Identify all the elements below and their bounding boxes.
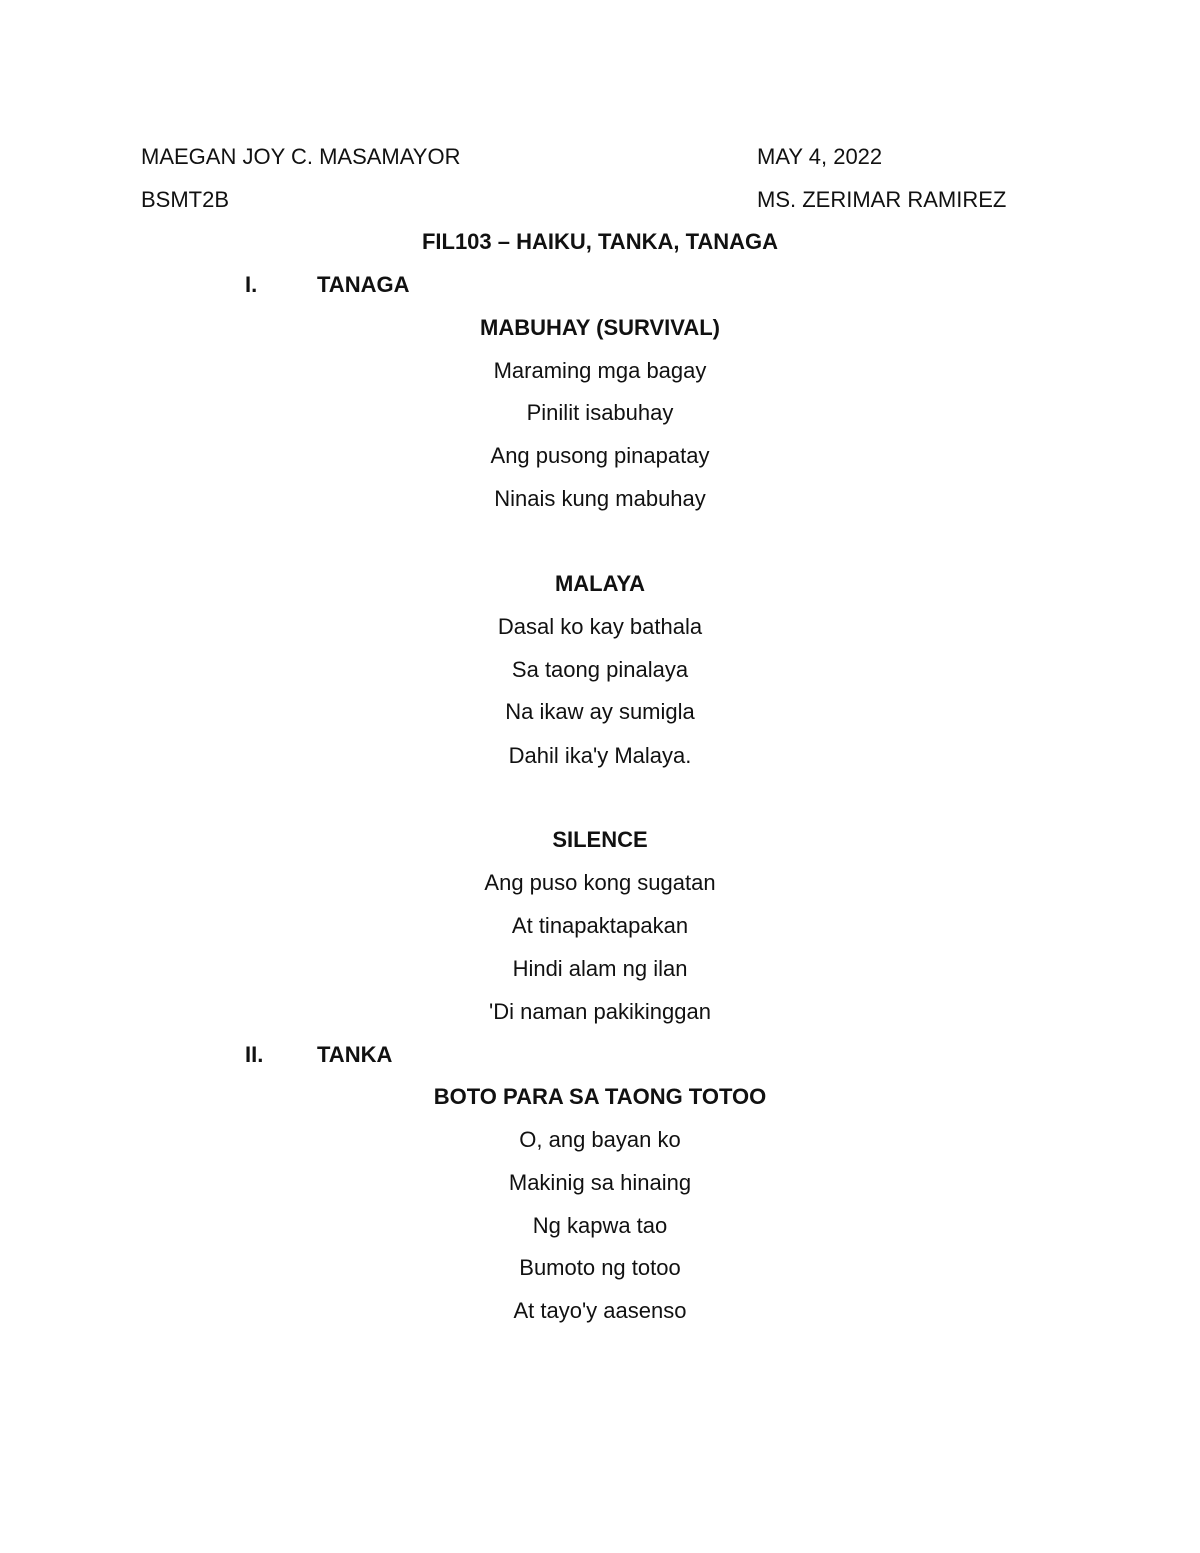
poem-line: Ninais kung mabuhay xyxy=(494,486,706,511)
section-numeral: I. xyxy=(245,272,258,297)
poem-line: At tayo'y aasenso xyxy=(513,1298,687,1323)
poem-line: Dahil ika'y Malaya. xyxy=(508,743,692,768)
poem-line: Ang pusong pinapatay xyxy=(490,443,710,468)
poem-line: Pinilit isabuhay xyxy=(526,400,674,425)
section-title: TANKA xyxy=(317,1042,393,1067)
student-section: BSMT2B xyxy=(141,187,230,212)
poem-title: BOTO PARA SA TAONG TOTOO xyxy=(433,1084,767,1109)
document-title: FIL103 – HAIKU, TANKA, TANAGA xyxy=(421,229,779,254)
poem-line: 'Di naman pakikinggan xyxy=(489,999,711,1024)
poem-line: Ng kapwa tao xyxy=(532,1213,668,1238)
poem-line: Maraming mga bagay xyxy=(493,358,707,383)
poem-title: MALAYA xyxy=(554,571,646,596)
poem-line: Dasal ko kay bathala xyxy=(497,614,703,639)
poem-title: MABUHAY (SURVIVAL) xyxy=(480,315,720,340)
date: MAY 4, 2022 xyxy=(757,144,883,169)
section-numeral: II. xyxy=(245,1042,264,1067)
section-title: TANAGA xyxy=(317,272,410,297)
poem-line: Ang puso kong sugatan xyxy=(484,870,716,895)
poem-title: SILENCE xyxy=(552,827,648,852)
poem-line: Hindi alam ng ilan xyxy=(512,956,688,981)
poem-line: Bumoto ng totoo xyxy=(519,1255,681,1280)
student-name: MAEGAN JOY C. MASAMAYOR xyxy=(141,144,461,169)
poem-line: At tinapaktapakan xyxy=(511,913,689,938)
teacher-name: MS. ZERIMAR RAMIREZ xyxy=(757,187,1007,212)
poem-line: Sa taong pinalaya xyxy=(511,657,689,682)
poem-line: Na ikaw ay sumigla xyxy=(505,699,695,724)
poem-line: Makinig sa hinaing xyxy=(508,1170,692,1195)
poem-line: O, ang bayan ko xyxy=(519,1127,681,1152)
